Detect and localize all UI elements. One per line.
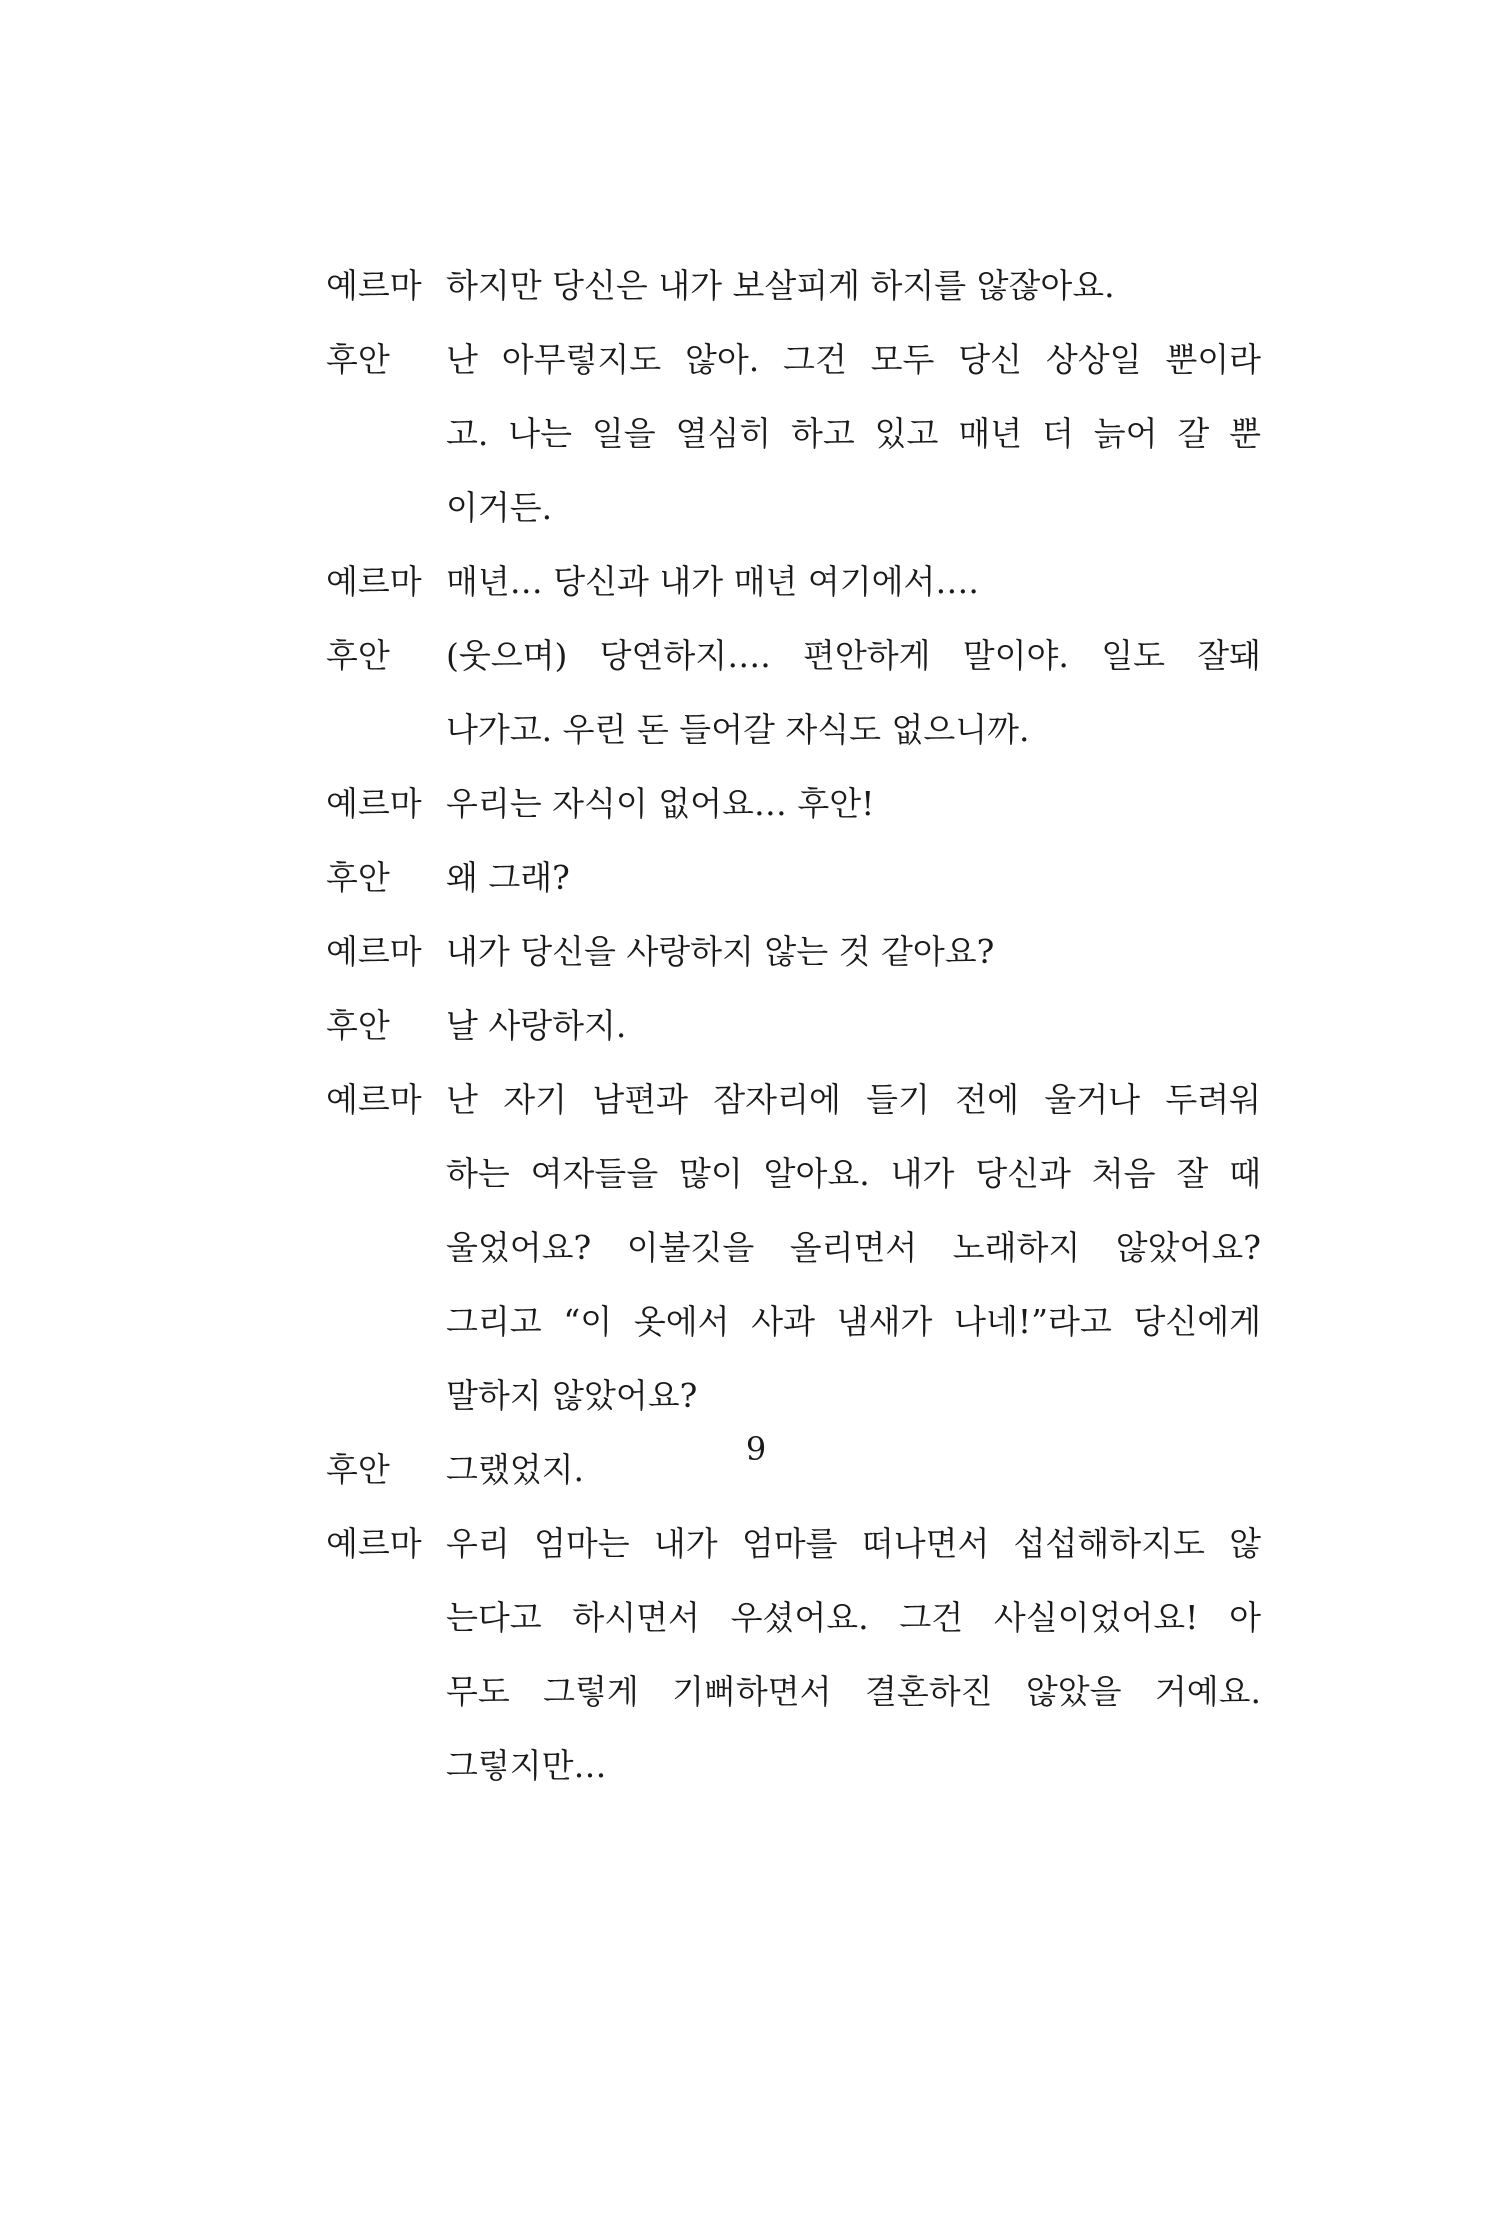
- speaker-name: 후안: [326, 635, 390, 675]
- speech-text: 무도 그렇게 기뻐하면서 결혼하진 않았을 거예요.: [446, 1671, 1261, 1711]
- speaker-name: 후안: [326, 339, 390, 379]
- dialogue-line: [326, 1504, 1261, 1578]
- dialogue-continuation: [326, 1726, 1261, 1800]
- speaker-name: 예르마: [326, 561, 422, 601]
- dialogue-line: [326, 616, 1261, 690]
- speech-text: 우리는 자식이 없어요… 후안!: [446, 783, 875, 823]
- speaker-name: 예르마: [326, 1523, 422, 1563]
- dialogue-continuation: [326, 1208, 1261, 1282]
- speaker-name: 후안: [326, 857, 390, 897]
- speech-text: 말하지 않았어요?: [446, 1375, 698, 1415]
- page-number: 9: [745, 1430, 767, 1468]
- dialogue-continuation: [326, 468, 1261, 542]
- speaker-name: 예르마: [326, 265, 422, 305]
- speech-text: 난 자기 남편과 잠자리에 들기 전에 울거나 두려워: [446, 1079, 1261, 1119]
- speech-text: 나가고. 우린 돈 들어갈 자식도 없으니까.: [446, 709, 1030, 749]
- dialogue-continuation: [326, 394, 1261, 468]
- speaker-name: 예르마: [326, 931, 422, 971]
- dialogue-continuation: [326, 690, 1261, 764]
- dialogue-continuation: [326, 1578, 1261, 1652]
- speaker-name: 예르마: [326, 1079, 422, 1119]
- speech-text: 매년… 당신과 내가 매년 여기에서….: [446, 561, 979, 601]
- speech-text: 이거든.: [446, 487, 553, 527]
- speech-text: 난 아무렇지도 않아. 그건 모두 당신 상상일 뿐이라: [446, 339, 1261, 379]
- dialogue-block: [326, 246, 1261, 1800]
- dialogue-continuation: [326, 1134, 1261, 1208]
- dialogue-line: [326, 838, 1261, 912]
- speech-text: 내가 당신을 사랑하지 않는 것 같아요?: [446, 931, 995, 971]
- speech-text: 하지만 당신은 내가 보살피게 하지를 않잖아요.: [446, 265, 1115, 305]
- dialogue-line: [326, 542, 1261, 616]
- speech-text: 날 사랑하지.: [446, 1005, 627, 1045]
- speech-text: 고. 나는 일을 열심히 하고 있고 매년 더 늙어 갈 뿐: [446, 413, 1261, 453]
- speech-text: 는다고 하시면서 우셨어요. 그건 사실이었어요! 아: [446, 1597, 1261, 1637]
- speech-text: 왜 그래?: [446, 857, 570, 897]
- dialogue-line: [326, 246, 1261, 320]
- dialogue-continuation: [326, 1356, 1261, 1430]
- speech-text: 하는 여자들을 많이 알아요. 내가 당신과 처음 잘 때: [446, 1153, 1261, 1193]
- speech-text: 그랬었지.: [446, 1449, 585, 1489]
- speaker-name: 예르마: [326, 783, 422, 823]
- speech-text: 그렇지만…: [446, 1745, 607, 1785]
- speech-text: (웃으며) 당연하지…. 편안하게 말이야. 일도 잘돼: [446, 635, 1261, 675]
- dialogue-line: [326, 986, 1261, 1060]
- speaker-name: 후안: [326, 1005, 390, 1045]
- dialogue-line: [326, 912, 1261, 986]
- speech-text: 그리고 “이 옷에서 사과 냄새가 나네!”라고 당신에게: [446, 1301, 1261, 1341]
- dialogue-line: [326, 764, 1261, 838]
- speech-text: 우리 엄마는 내가 엄마를 떠나면서 섭섭해하지도 않: [446, 1523, 1261, 1563]
- dialogue-continuation: [326, 1652, 1261, 1726]
- dialogue-line: [326, 1060, 1261, 1134]
- dialogue-line: [326, 320, 1261, 394]
- dialogue-continuation: [326, 1282, 1261, 1356]
- speaker-name: 후안: [326, 1449, 390, 1489]
- speech-text: 울었어요? 이불깃을 올리면서 노래하지 않았어요?: [446, 1227, 1261, 1267]
